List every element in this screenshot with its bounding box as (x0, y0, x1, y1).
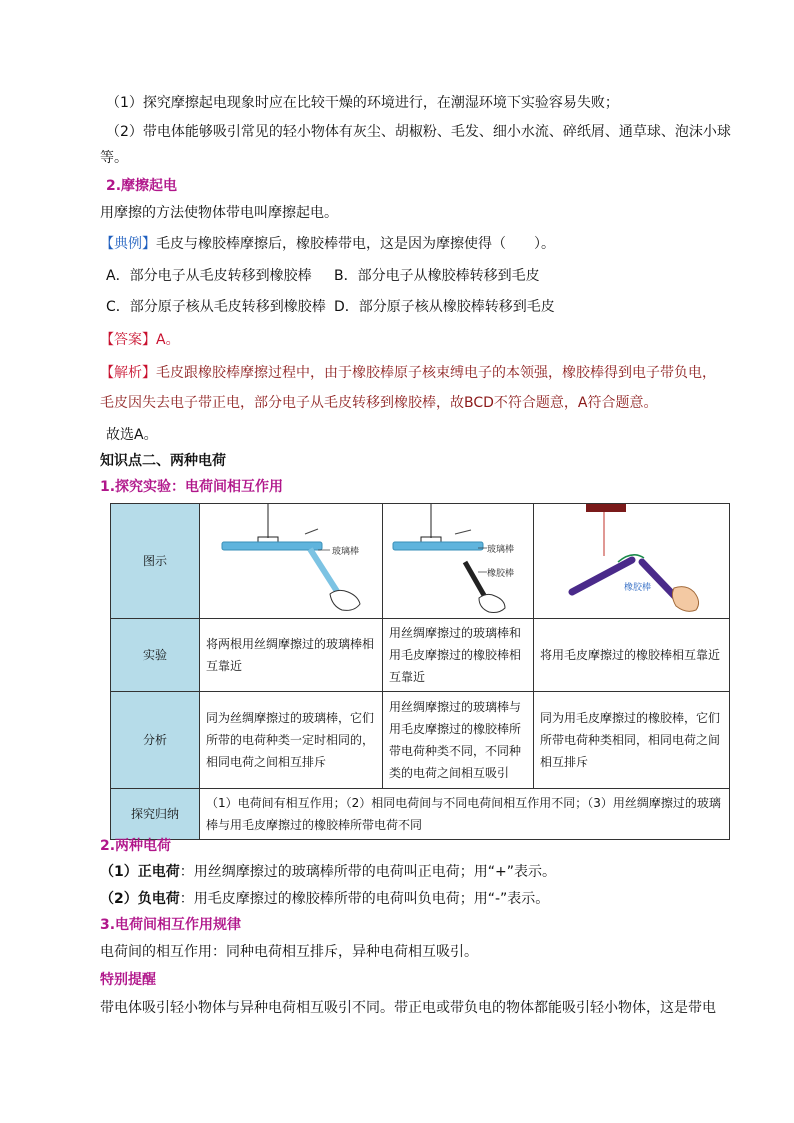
analysis-cell-2: 用丝绸摩擦过的玻璃棒与用毛皮摩擦过的橡胶棒所带电荷种类不同，不同种类的电荷之间相互吸引 (383, 692, 534, 789)
knowledge-point-2-title: 知识点二、两种电荷 (100, 453, 226, 469)
analysis-line-2: 毛皮因失去电子带正电，部分电子从毛皮转移到橡胶棒，故BCD不符合题意，A符合题意。 (100, 395, 658, 411)
option-c: C．部分原子核从毛皮转移到橡胶棒 (106, 299, 326, 315)
table-row-analysis (111, 692, 730, 789)
experiment-cell-2: 用丝绸摩擦过的玻璃棒和用毛皮摩擦过的橡胶棒相互靠近 (383, 619, 534, 692)
section-heading-rule: 3.电荷间相互作用规律 (100, 917, 242, 933)
diagram-cell-2 (383, 504, 534, 619)
glass-rubber-diagram (383, 504, 533, 618)
table-row-experiment (111, 619, 730, 692)
example-question-text: 毛皮与橡胶棒摩擦后，橡胶棒带电，这是因为摩擦使得（ ）。 (156, 236, 555, 252)
positive-charge-line (100, 862, 734, 882)
row-label-diagram: 图示 (111, 504, 200, 619)
reminder-heading: 特别提醒 (100, 972, 156, 988)
example-tag: 【典例】 (100, 236, 156, 252)
analysis-line-1 (100, 363, 734, 383)
table-row-diagram (111, 504, 730, 619)
option-a: A．部分电子从毛皮转移到橡胶棒 (106, 268, 312, 284)
option-d: D．部分原子核从橡胶棒转移到毛皮 (334, 299, 555, 315)
experiment-cell-3: 将用毛皮摩擦过的橡胶棒相互靠近 (534, 619, 730, 692)
note-2: （2）带电体能够吸引常见的轻小物体有灰尘、胡椒粉、毛发、细小水流、碎纸屑、通草球、泡沫小球 (106, 124, 731, 140)
negative-charge-text: ：用毛皮摩擦过的橡胶棒所带的电荷叫负电荷；用“-”表示。 (179, 891, 550, 907)
section-heading-friction: 2.摩擦起电 (106, 178, 178, 194)
row-label-analysis: 分析 (111, 692, 200, 789)
answer-tag: 【答案】 (100, 332, 156, 348)
positive-charge-text: ：用丝绸摩擦过的玻璃棒所带的电荷叫正电荷；用“+”表示。 (179, 864, 556, 880)
option-b: B．部分电子从橡胶棒转移到毛皮 (334, 268, 540, 284)
analysis-cell-3: 同为用毛皮摩擦过的橡胶棒，它们所带电荷种类相同，相同电荷之间相互排斥 (534, 692, 730, 789)
answer-text: A。 (156, 332, 180, 348)
example-question (100, 234, 734, 254)
friction-definition: 用摩擦的方法使物体带电叫摩擦起电。 (100, 205, 338, 221)
section-heading-two-charges: 2.两种电荷 (100, 838, 172, 854)
choose-line: 故选A。 (106, 427, 158, 443)
negative-charge-line (100, 889, 734, 909)
note-1: （1）探究摩擦起电现象时应在比较干燥的环境进行，在潮湿环境下实验容易失败； (106, 95, 619, 111)
glass-label-1: 玻璃棒 (332, 547, 360, 557)
subsection-experiment: 1.探究实验：电荷间相互作用 (100, 479, 284, 495)
table-row-summary (111, 789, 730, 840)
reminder-text: 带电体吸引轻小物体与异种电荷相互吸引不同。带正电或带负电的物体都能吸引轻小物体，这是带电 (100, 1000, 716, 1016)
experiment-cell-1: 将两根用丝绸摩擦过的玻璃棒相互靠近 (200, 619, 383, 692)
analysis-text-1: 毛皮跟橡胶棒摩擦过程中，由于橡胶棒原子核束缚电子的本领强，橡胶棒得到电子带负电， (156, 365, 716, 381)
option-row-2 (106, 297, 734, 317)
diagram-cell-1 (200, 504, 383, 619)
note-2-cont: 等。 (100, 150, 128, 166)
option-row-1 (106, 266, 734, 286)
analysis-tag: 【解析】 (100, 365, 156, 381)
row-label-experiment: 实验 (111, 619, 200, 692)
summary-cell: （1）电荷间有相互作用；（2）相同电荷间与不同电荷间相互作用不同；（3）用丝绸摩擦过的玻璃棒与用毛皮摩擦过的橡胶棒所带电荷不同 (200, 789, 730, 840)
glass-label-2: 玻璃棒 (487, 545, 515, 555)
analysis-cell-1: 同为丝绸摩擦过的玻璃棒，它们所带的电荷种类一定时相同的，相同电荷之间相互排斥 (200, 692, 383, 789)
negative-charge-tag: （2）负电荷 (100, 891, 180, 907)
positive-charge-tag: （1）正电荷 (100, 864, 180, 880)
answer-line (100, 330, 734, 350)
glass-glass-diagram (200, 504, 382, 618)
diagram-cell-3 (534, 504, 730, 619)
rubber-label-2: 橡胶棒 (487, 569, 515, 579)
experiment-table (110, 503, 730, 840)
rubber-rubber-diagram (534, 504, 718, 618)
rubber-label-3: 橡胶棒 (624, 583, 652, 593)
rule-text: 电荷间的相互作用：同种电荷相互排斥，异种电荷相互吸引。 (100, 944, 478, 960)
row-label-summary: 探究归纳 (111, 789, 200, 840)
